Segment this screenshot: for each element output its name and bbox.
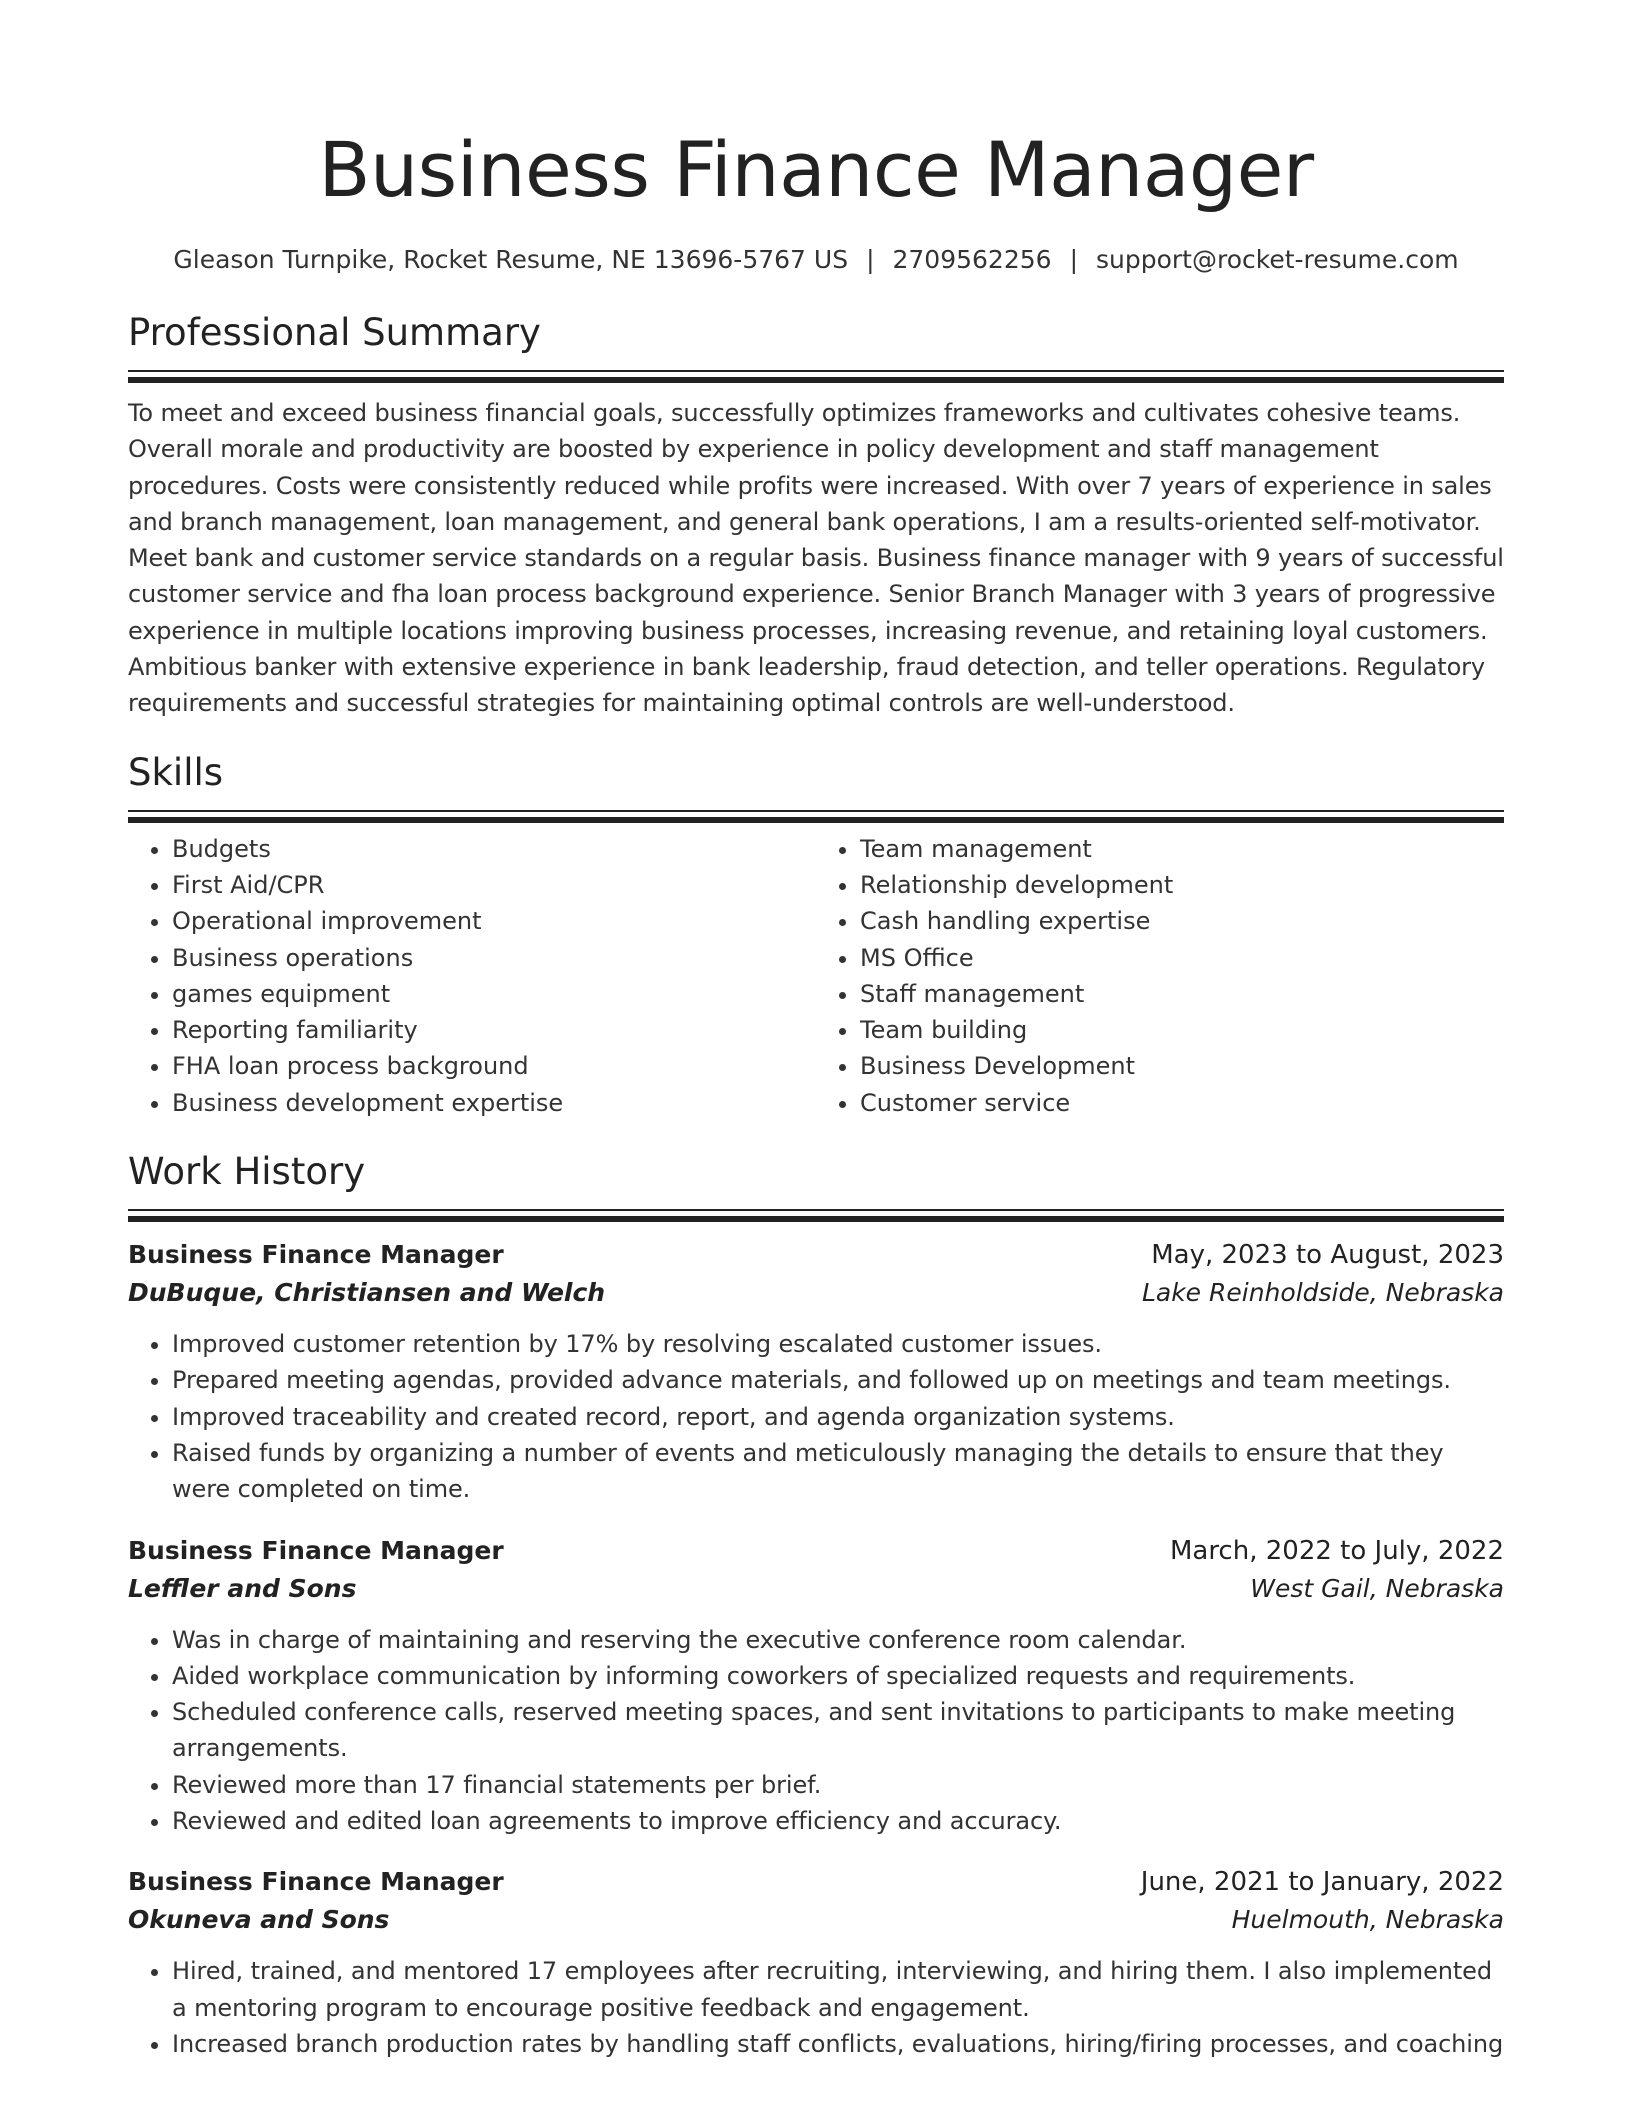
- contact-email: support@rocket-resume.com: [1096, 245, 1459, 274]
- job-subheader: [128, 1901, 1504, 1939]
- contact-address: Gleason Turnpike, Rocket Resume, NE 13696-5767 US: [173, 245, 849, 274]
- skill-item: • MS Office: [860, 940, 1504, 976]
- section-title-summary: Professional Summary: [128, 311, 541, 354]
- job-subheader: [128, 1570, 1504, 1608]
- contact-line: [128, 244, 1504, 276]
- skill-item: • First Aid/CPR: [172, 867, 816, 903]
- job-header: [128, 1236, 1504, 1274]
- job-company: Leffler and Sons: [128, 1573, 357, 1603]
- skill-item: • Reporting familiarity: [172, 1012, 816, 1048]
- skill-item: • Business operations: [172, 940, 816, 976]
- skill-item: • Business Development: [860, 1048, 1504, 1084]
- skills-columns: [128, 831, 1504, 1121]
- skills-section: [128, 750, 1504, 1121]
- job-title: Business Finance Manager: [128, 1535, 504, 1565]
- job-bullet: • Improved traceability and created record, report, and agenda organization systems.: [172, 1399, 1504, 1435]
- job-location: West Gail, Nebraska: [1250, 1573, 1504, 1603]
- job-bullet: • Increased branch production rates by handling staff conflicts, evaluations, hiring/firing processes, and coaching: [172, 2026, 1504, 2062]
- section-title-skills: Skills: [128, 750, 224, 794]
- job-location: Lake Reinholdside, Nebraska: [1141, 1278, 1504, 1308]
- job-entry: [128, 1863, 1504, 2062]
- section-title-work-history: Work History: [128, 1150, 366, 1194]
- job-entry: [128, 1236, 1504, 1507]
- job-dates: June, 2021 to January, 2022: [1140, 1867, 1504, 1898]
- job-bullet: • Aided workplace communication by informing coworkers of specialized requests and requirements.: [172, 1658, 1504, 1694]
- summary-text: To meet and exceed business financial goals, successfully optimizes frameworks and cultivates cohesive teams. Overall morale and productivity are boosted by experience in policy development and staff management procedures. Costs were consistently reduced while profits were increased. With over 7 years of experience in sales and branch management, loan management, and general bank operations, I am a results-oriented self-motivator. Meet bank and customer service standards on a regular basis. Business finance manager with 9 years of successful customer service and fha loan process background experience. Senior Branch Manager with 3 years of progressive experience in multiple locations improving business processes, increasing revenue, and retaining loyal customers. Ambitious banker with extensive experience in bank leadership, fraud detection, and teller operations. Regulatory requirements and successful strategies for maintaining optimal controls are well-understood.: [128, 399, 1504, 718]
- job-bullet: • Prepared meeting agendas, provided advance materials, and followed up on meetings and team meetings.: [172, 1362, 1504, 1398]
- resume-name: Business Finance Manager: [318, 125, 1314, 214]
- skill-item: • Operational improvement: [172, 903, 816, 939]
- job-bullet: • Improved customer retention by 17% by resolving escalated customer issues.: [172, 1326, 1504, 1362]
- skill-item: • Staff management: [860, 976, 1504, 1012]
- job-title: Business Finance Manager: [128, 1240, 504, 1270]
- job-bullets: [128, 1622, 1504, 1840]
- job-bullet: • Reviewed and edited loan agreements to improve efficiency and accuracy.: [172, 1803, 1504, 1839]
- job-dates: May, 2023 to August, 2023: [1151, 1240, 1504, 1271]
- skills-list-left: [128, 831, 816, 1121]
- job-subheader: [128, 1274, 1504, 1312]
- job-bullet: • Was in charge of maintaining and reserving the executive conference room calendar.: [172, 1622, 1504, 1658]
- section-divider: [128, 810, 1504, 823]
- section-divider: [128, 1209, 1504, 1222]
- section-divider: [128, 370, 1504, 383]
- contact-separator: |: [1069, 245, 1078, 274]
- skills-list-right: [816, 831, 1504, 1121]
- skill-item: • Relationship development: [860, 867, 1504, 903]
- job-dates: March, 2022 to July, 2022: [1169, 1535, 1504, 1566]
- job-bullet: • Reviewed more than 17 financial statements per brief.: [172, 1767, 1504, 1803]
- contact-phone: 2709562256: [892, 245, 1052, 274]
- skill-item: • Team building: [860, 1012, 1504, 1048]
- job-entry: [128, 1532, 1504, 1840]
- job-bullet: • Raised funds by organizing a number of events and meticulously managing the details to ensure that they were completed on time.: [172, 1435, 1504, 1508]
- skill-item: • Business development expertise: [172, 1085, 816, 1121]
- work-history-section: [128, 1149, 1504, 2062]
- job-bullet: • Scheduled conference calls, reserved meeting spaces, and sent invitations to participants to make meeting arrangements.: [172, 1694, 1504, 1767]
- skill-item: • Team management: [860, 831, 1504, 867]
- skill-item: • FHA loan process background: [172, 1048, 816, 1084]
- contact-separator: |: [866, 245, 875, 274]
- skill-item: • Cash handling expertise: [860, 903, 1504, 939]
- job-bullets: [128, 1326, 1504, 1507]
- job-bullet: • Hired, trained, and mentored 17 employees after recruiting, interviewing, and hiring them. I also implemented a mentoring program to encourage positive feedback and engagement.: [172, 1953, 1504, 2026]
- skill-item: • Budgets: [172, 831, 816, 867]
- summary-section: [128, 310, 1504, 722]
- skill-item: • Customer service: [860, 1085, 1504, 1121]
- job-company: DuBuque, Christiansen and Welch: [128, 1278, 606, 1308]
- skill-item: • games equipment: [172, 976, 816, 1012]
- job-company: Okuneva and Sons: [128, 1905, 390, 1935]
- job-bullets: [128, 1953, 1504, 2062]
- job-header: [128, 1532, 1504, 1570]
- job-location: Huelmouth, Nebraska: [1231, 1905, 1504, 1935]
- job-header: [128, 1863, 1504, 1901]
- job-title: Business Finance Manager: [128, 1867, 504, 1897]
